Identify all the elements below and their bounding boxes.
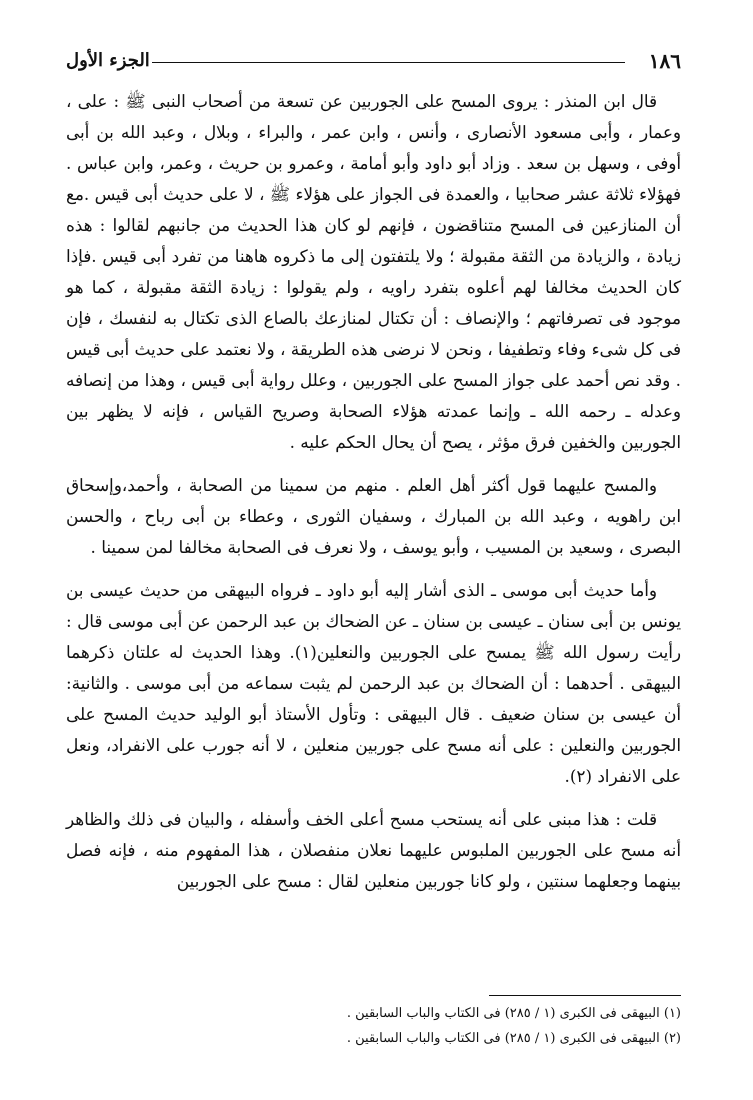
page-header: [66, 48, 681, 74]
paragraph-commentary: قلت : هذا مبنى على أنه يستحب مسح أعلى الخف وأسفله ، والبيان فى ذلك والظاهر أنه مسح على الجوربين الملبوس عليهما نعلان منفصلان ، هذا المفهوم منه ، فإنه فصل بينهما وجعلهما سنتين ، ولو كانا جوربين منعلين لقال : مسح على الجوربين: [66, 809, 681, 891]
footnote-rule: [489, 995, 681, 996]
paragraph-scholars-opinion: والمسح عليهما قول أكثر أهل العلم . منهم من سمينا من الصحابة ، وأحمد،وإسحاق ابن راهويه ، وعبد الله بن المبارك ، وسفيان الثورى ، وعطاء بن أبى رباح ، والحسن البصرى ، وسعيد بن المسيب ، وأبو يوسف ، ولا نعرف فى الصحابة مخالفا لمن سمينا .: [66, 475, 681, 557]
paragraph-ibn-almundhir: قال ابن المنذر : يروى المسح على الجوربين عن تسعة من أصحاب النبى ﷺ : على ، وعمار ، وأبى مسعود الأنصارى ، وأنس ، وابن عمر ، والبراء ، وبلال ، وعبد الله بن أبى أوفى ، وسهل بن سعد . وزاد أبو داود وأبو أمامة ، وعمرو بن حريث ، وعمر، وابن عباس . فهؤلاء ثلاثة عشر صحابيا ، والعمدة فى الجواز على هؤلاء ﷺ ، لا على حديث أبى قيس .مع أن المنازعين فى المسح متناقضون ، فإنهم لو كان هذا الحديث من جانبهم لقالوا : هذه زيادة ، والزيادة من الثقة مقبولة ؛ ولا يلتفتون إلى ما ذكروه هاهنا من تفرد أبى قيس .فإذا كان الحديث مخالفا لهم أعلوه بتفرد راويه ، ولم يقولوا : زيادة الثقة مقبولة ، كما هو موجود فى تصرفاتهم ؛ والإنصاف : أن تكتال لمنازعك بالصاع الذى تكتال به لنفسك ، فإن فى كل شىء وفاء وتطفيفا ، ونحن لا نرضى هذه الطريقة ، ولا نعتمد على حديث أبى قيس . وقد نص أحمد على جواز المسح على الجوربين ، وعلل رواية أبى قيس ، وهذا من إنصافه وعدله ـ رحمه الله ـ وإنما عمدته هؤلاء الصحابة وصريح القياس ، فإنه لا يظهر بين الجوربين والخفين فرق مؤثر ، يصح أن يحال الحكم عليه .: [66, 91, 681, 452]
footnote-2: (٢) البيهقى فى الكبرى (١ / ٢٨٥) فى الكتاب والباب السابقين .: [346, 1031, 681, 1046]
footnote-1: (١) البيهقى فى الكبرى (١ / ٢٨٥) فى الكتاب والباب السابقين .: [346, 1006, 681, 1021]
page-number: ١٨٦: [648, 49, 681, 73]
running-title: الجزء الأول: [66, 50, 150, 71]
paragraph-abu-musa-hadith: وأما حديث أبى موسى ـ الذى أشار إليه أبو داود ـ فرواه البيهقى من حديث عيسى بن يونس بن أبى سنان ـ عيسى بن سنان ـ عن الضحاك بن عبد الرحمن عن أبى موسى قال : رأيت رسول الله ﷺ يمسح على الجوربين والنعلين(١). وهذا الحديث له علتان ذكرهما البيهقى . أحدهما : أن الضحاك بن عبد الرحمن لم يثبت سماعه من أبى موسى . والثانية: أن عيسى بن سنان ضعيف . قال البيهقى : وتأول الأستاذ أبو الوليد حديث المسح على الجوربين والنعلين : على أنه مسح على جوربين منعلين ، لا أنه جورب على الانفراد، ونعل على الانفراد (٢).: [66, 580, 682, 786]
header-rule: [152, 62, 625, 63]
main-text: [66, 86, 681, 897]
footnotes: [66, 1001, 681, 1051]
